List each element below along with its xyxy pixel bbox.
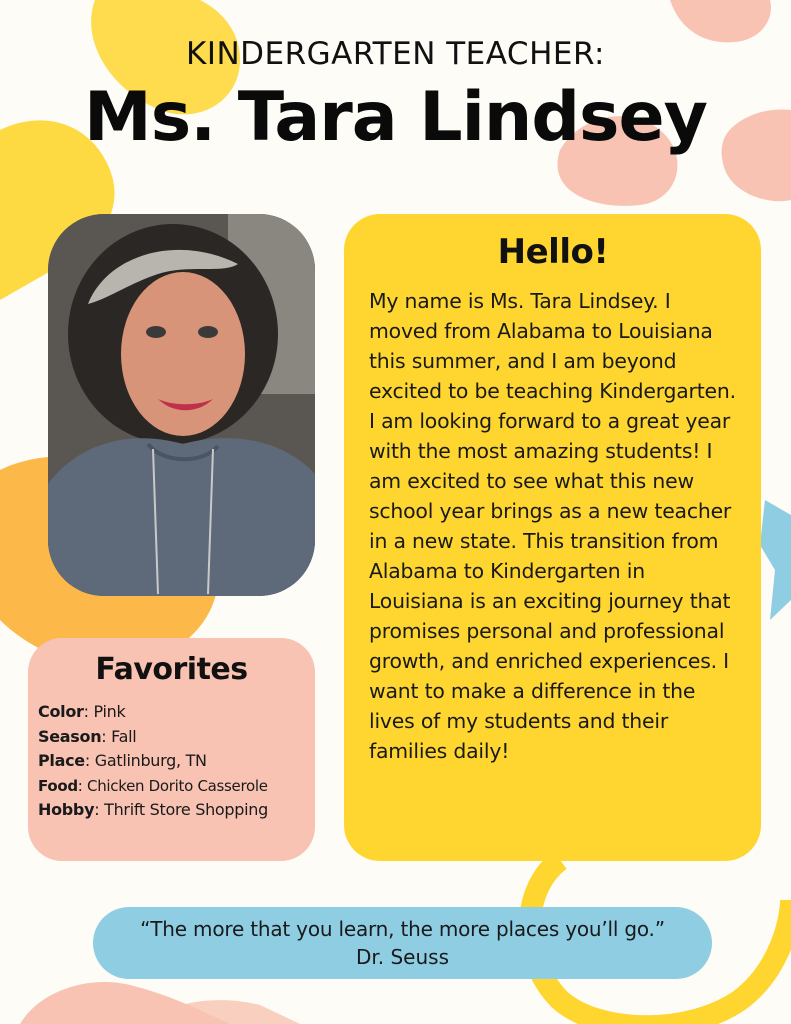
favorite-label: Place (38, 751, 85, 770)
page-subtitle: KINDERGARTEN TEACHER: (186, 36, 605, 72)
favorite-hobby (38, 798, 315, 823)
favorites-heading: Favorites (95, 652, 248, 687)
quote-author: Dr. Seuss (355, 945, 450, 969)
favorite-label: Season (38, 726, 102, 746)
hello-card (344, 214, 761, 861)
favorite-season (38, 725, 315, 750)
hello-heading: Hello! (497, 232, 609, 272)
favorite-value: : Pink (83, 702, 126, 721)
favorite-value: : Chicken Dorito Casserole (77, 776, 268, 795)
favorite-food (38, 774, 315, 799)
favorite-label: Hobby (38, 800, 95, 819)
favorites-card (28, 638, 315, 861)
blue-flower-right (760, 500, 791, 620)
favorite-place (38, 749, 315, 774)
favorite-color (38, 700, 315, 725)
quote-banner (93, 907, 712, 979)
teacher-portrait-icon (48, 214, 315, 596)
teacher-photo (48, 214, 315, 596)
hello-body: My name is Ms. Tara Lindsey. I moved from Alabama to Louisiana this summer, and I am beyond excited to be teaching Kindergarten. I am looking forward to a great year with the most amazing students! I am excited to see what this new school year brings as a new teacher in a new state. This transition from Alabama to Kindergarten in Louisiana is an exciting journey that promises personal and professional growth, and enriched experiences. I want to make a difference in the lives of my students and their families daily! (369, 289, 736, 763)
page-title: Ms. Tara Lindsey (84, 78, 707, 157)
quote-text: “The more that you learn, the more places you’ll go.” (140, 917, 665, 941)
favorite-label: Color (38, 702, 84, 721)
favorite-value: : Fall (101, 726, 137, 746)
favorite-value: : Gatlinburg, TN (84, 751, 207, 770)
favorite-label: Food (38, 776, 78, 795)
favorite-value: : Thrift Store Shopping (94, 800, 268, 819)
